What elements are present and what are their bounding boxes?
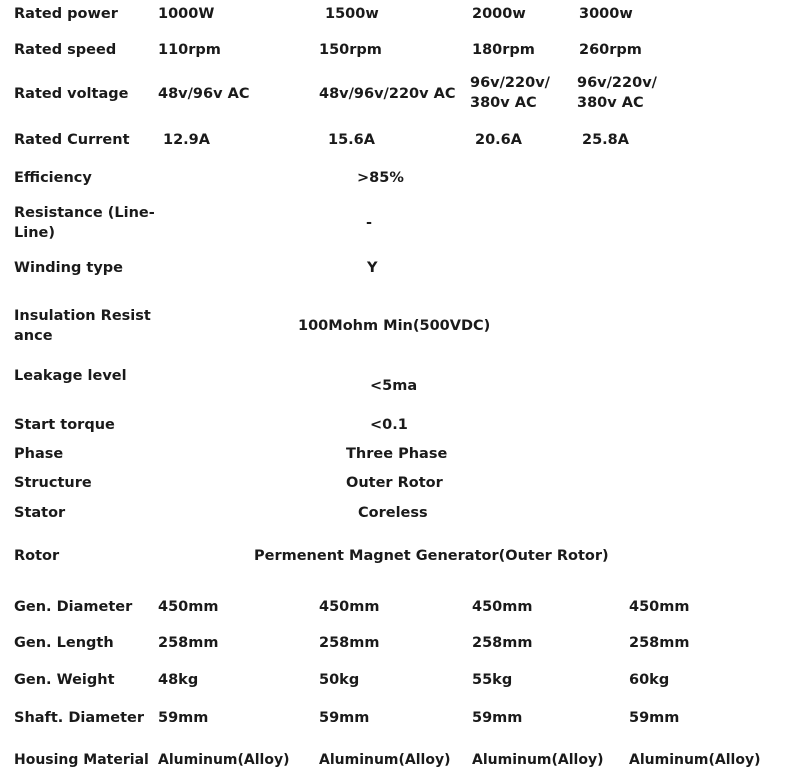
gen-length-1: 258mm bbox=[158, 635, 219, 651]
rated-power-1: 1000W bbox=[158, 6, 215, 22]
housing-material-1: Aluminum(Alloy) bbox=[158, 752, 290, 768]
label-rotor: Rotor bbox=[14, 548, 60, 564]
rated-speed-2: 150rpm bbox=[319, 42, 382, 58]
label-resistance: Resistance (Line- Line) bbox=[14, 205, 155, 241]
leakage-value: <5ma bbox=[370, 378, 418, 394]
label-gen-diameter: Gen. Diameter bbox=[14, 599, 133, 615]
rated-power-4: 3000w bbox=[579, 6, 633, 22]
rated-power-3: 2000w bbox=[472, 6, 526, 22]
rated-current-1: 12.9A bbox=[163, 132, 210, 148]
label-efficiency: Efficiency bbox=[14, 170, 92, 186]
rated-current-3: 20.6A bbox=[475, 132, 522, 148]
rated-voltage-1: 48v/96v AC bbox=[158, 86, 250, 102]
label-rated-current: Rated Current bbox=[14, 132, 130, 148]
shaft-diameter-3: 59mm bbox=[472, 710, 523, 726]
winding-type-value: Y bbox=[367, 260, 378, 276]
label-leakage: Leakage level bbox=[14, 368, 127, 384]
housing-material-3: Aluminum(Alloy) bbox=[472, 752, 604, 768]
rated-power-2: 1500w bbox=[325, 6, 379, 22]
label-shaft-diameter: Shaft. Diameter bbox=[14, 710, 144, 726]
rated-current-2: 15.6A bbox=[328, 132, 375, 148]
phase-value: Three Phase bbox=[346, 446, 448, 462]
label-start-torque: Start torque bbox=[14, 417, 115, 433]
efficiency-value: >85% bbox=[357, 170, 404, 186]
label-rated-power: Rated power bbox=[14, 6, 118, 22]
structure-value: Outer Rotor bbox=[346, 475, 443, 491]
rated-voltage-4: 96v/220v/ 380v AC bbox=[577, 75, 657, 111]
rated-voltage-3: 96v/220v/ 380v AC bbox=[470, 75, 550, 111]
gen-length-2: 258mm bbox=[319, 635, 380, 651]
housing-material-2: Aluminum(Alloy) bbox=[319, 752, 451, 768]
label-phase: Phase bbox=[14, 446, 64, 462]
label-housing-material: Housing Material bbox=[14, 752, 149, 768]
gen-diameter-4: 450mm bbox=[629, 599, 690, 615]
rated-voltage-2: 48v/96v/220v AC bbox=[319, 86, 456, 102]
gen-weight-3: 55kg bbox=[472, 672, 513, 688]
rated-speed-4: 260rpm bbox=[579, 42, 642, 58]
stator-value: Coreless bbox=[358, 505, 428, 521]
gen-diameter-2: 450mm bbox=[319, 599, 380, 615]
gen-diameter-1: 450mm bbox=[158, 599, 219, 615]
rated-current-4: 25.8A bbox=[582, 132, 629, 148]
label-rated-voltage: Rated voltage bbox=[14, 86, 129, 102]
shaft-diameter-2: 59mm bbox=[319, 710, 370, 726]
gen-diameter-3: 450mm bbox=[472, 599, 533, 615]
gen-weight-1: 48kg bbox=[158, 672, 199, 688]
gen-weight-2: 50kg bbox=[319, 672, 360, 688]
rotor-value: Permenent Magnet Generator(Outer Rotor) bbox=[254, 548, 609, 564]
insulation-value: 100Mohm Min(500VDC) bbox=[298, 318, 491, 334]
label-stator: Stator bbox=[14, 505, 66, 521]
start-torque-value: <0.1 bbox=[370, 417, 408, 433]
gen-length-4: 258mm bbox=[629, 635, 690, 651]
label-winding-type: Winding type bbox=[14, 260, 123, 276]
gen-length-3: 258mm bbox=[472, 635, 533, 651]
resistance-value: - bbox=[366, 215, 373, 231]
shaft-diameter-1: 59mm bbox=[158, 710, 209, 726]
label-rated-speed: Rated speed bbox=[14, 42, 117, 58]
label-gen-length: Gen. Length bbox=[14, 635, 114, 651]
label-gen-weight: Gen. Weight bbox=[14, 672, 115, 688]
label-structure: Structure bbox=[14, 475, 92, 491]
housing-material-4: Aluminum(Alloy) bbox=[629, 752, 761, 768]
rated-speed-1: 110rpm bbox=[158, 42, 221, 58]
rated-speed-3: 180rpm bbox=[472, 42, 535, 58]
shaft-diameter-4: 59mm bbox=[629, 710, 680, 726]
label-insulation: Insulation Resist ance bbox=[14, 308, 151, 344]
gen-weight-4: 60kg bbox=[629, 672, 670, 688]
